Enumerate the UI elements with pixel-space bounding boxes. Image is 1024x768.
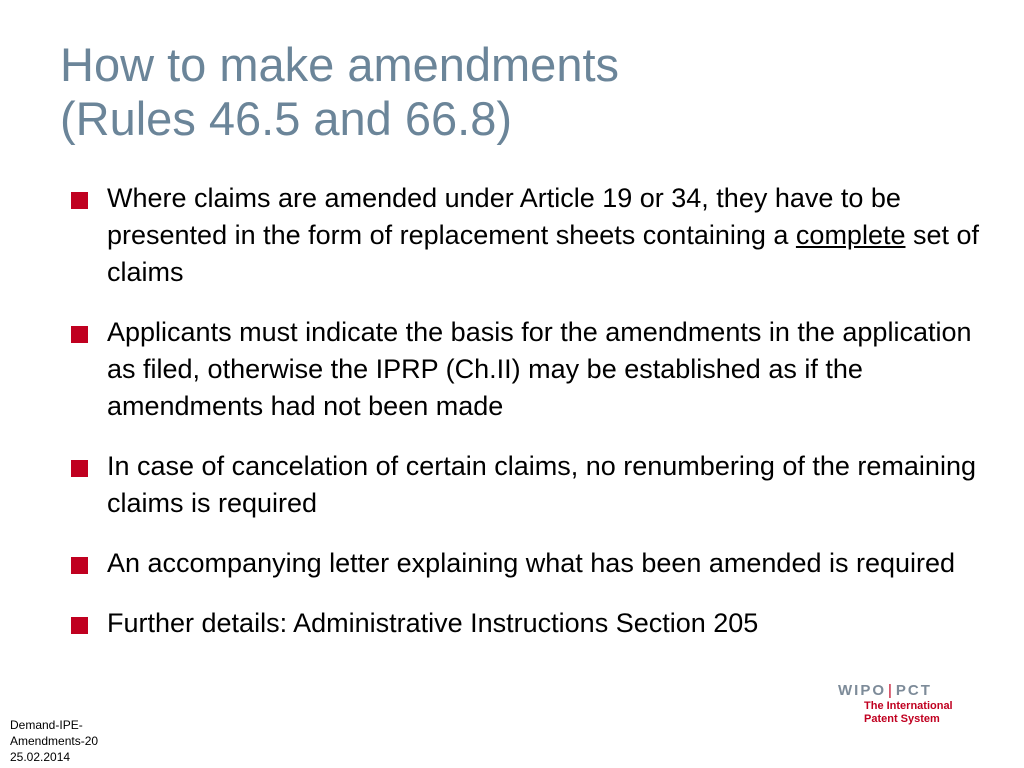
bullet-list bbox=[70, 180, 990, 665]
bullet-item bbox=[70, 448, 990, 522]
slide-title-line-2: (Rules 46.5 and 66.8) bbox=[60, 92, 513, 145]
bullet-item bbox=[70, 314, 990, 425]
bullet-text: Applicants must indicate the basis for the amendments in the application as filed, otherwise the IPRP (Ch.II) may be established as if the amendments had not been made bbox=[107, 317, 972, 421]
bullet-item bbox=[70, 605, 990, 642]
bullet-text-emphasis: complete bbox=[795, 220, 906, 250]
bullet-text: An accompanying letter explaining what has been amended is required bbox=[107, 548, 956, 578]
bullet-text: Further details: Administrative Instructions Section 205 bbox=[107, 608, 759, 638]
wipo-pct-logo bbox=[838, 682, 988, 732]
footer-line-1: Demand-IPE- bbox=[10, 718, 83, 732]
footer-line-2: Amendments-20 bbox=[10, 734, 99, 748]
logo-separator: | bbox=[888, 682, 894, 699]
logo-mark bbox=[838, 682, 988, 700]
slide-title bbox=[60, 38, 1000, 146]
logo-subtitle bbox=[864, 700, 988, 726]
square-bullet-icon bbox=[71, 192, 88, 209]
slide-title-line-1: How to make amendments bbox=[60, 38, 620, 91]
bullet-text: In case of cancelation of certain claims, no renumbering of the remaining claims is required bbox=[107, 451, 976, 518]
slide-footer bbox=[10, 717, 98, 765]
footer-date: 25.02.2014 bbox=[10, 750, 71, 764]
bullet-text-end: set of claims bbox=[107, 220, 980, 287]
bullet-item bbox=[70, 180, 990, 291]
logo-subtitle-line-1: The International bbox=[864, 700, 953, 712]
logo-pct: PCT bbox=[895, 682, 932, 699]
square-bullet-icon bbox=[71, 460, 88, 477]
square-bullet-icon bbox=[71, 617, 88, 634]
bullet-item bbox=[70, 545, 990, 582]
square-bullet-icon bbox=[71, 326, 88, 343]
logo-subtitle-line-2: Patent System bbox=[864, 713, 940, 725]
square-bullet-icon bbox=[71, 557, 88, 574]
bullet-text-start: Where claims are amended under Article 19 or 34, they have to be presented in the form of replacement sheets containing a bbox=[107, 183, 901, 250]
logo-wipo: WIPO bbox=[838, 682, 886, 699]
